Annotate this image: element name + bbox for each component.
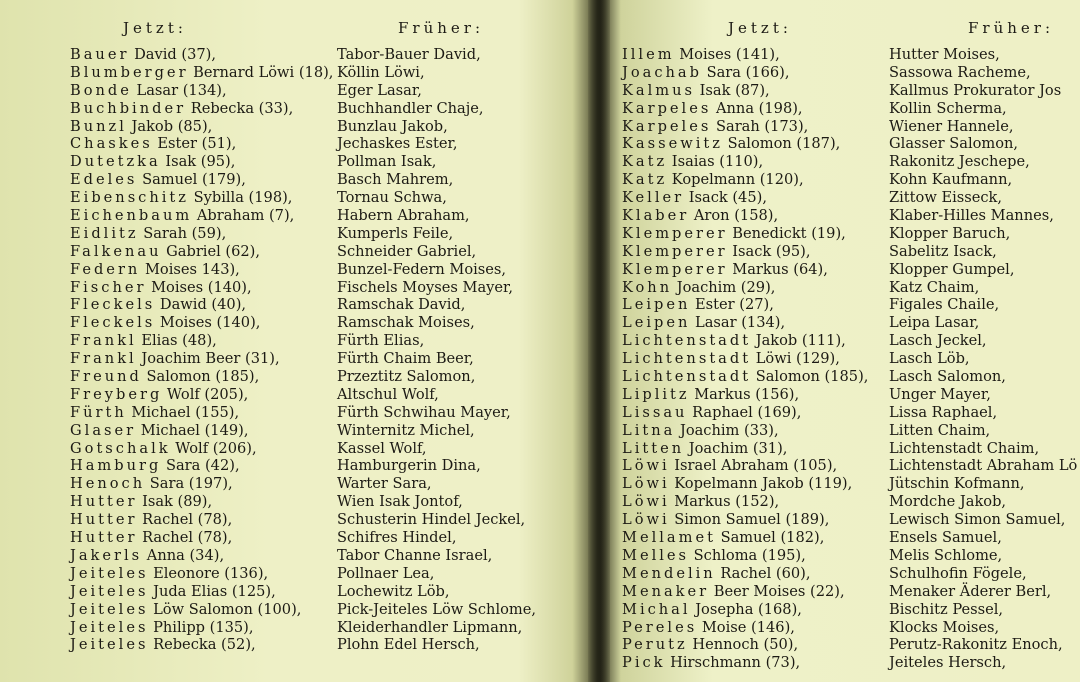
entry-current-name <box>70 475 333 493</box>
surname: Klemperer <box>622 224 728 242</box>
surname: Henoch <box>70 475 146 493</box>
given-name-number: Moises 143), <box>140 260 240 278</box>
surname: Frankl <box>70 350 137 368</box>
current-names-column <box>70 46 333 654</box>
entry-former-name: Basch Mahrem, <box>337 171 454 189</box>
given-name-number: Isak (89), <box>137 493 213 511</box>
entry-current-name <box>70 583 333 601</box>
given-name-number: Isak (95), <box>160 153 236 171</box>
entry-former-name: Ramschak Moises, <box>337 314 475 332</box>
entry-former-name: Litten Chaim, <box>889 421 991 439</box>
given-name-number: Simon Samuel (189), <box>669 511 830 529</box>
entry-current-name <box>70 314 333 332</box>
surname: Fischer <box>70 278 147 296</box>
entry-former-name: Lichtenstadt Abraham Lö <box>889 457 1078 475</box>
entry-former-name: Rakonitz Jeschepe, <box>889 153 1030 171</box>
entry-current-name <box>70 565 333 583</box>
surname: Leipen <box>622 314 691 332</box>
given-name-number: Juda Elias (125), <box>148 582 276 600</box>
surname: Bonde <box>70 81 132 99</box>
given-name-number: Michael (149), <box>136 421 249 439</box>
former-names-column <box>337 46 536 654</box>
given-name-number: Löw Salomon (100), <box>148 600 302 618</box>
entry-current-name <box>70 457 333 475</box>
entry-current-name <box>70 404 333 422</box>
surname: Hutter <box>70 511 138 529</box>
surname: Lichtenstadt <box>622 350 752 368</box>
surname: Klaber <box>622 207 690 225</box>
entry-current-name <box>622 529 868 547</box>
surname: Lichtenstadt <box>622 332 752 350</box>
entry-former-name: Ramschak David, <box>337 296 466 314</box>
given-name-number: Hirschmann (73), <box>665 654 801 672</box>
entry-former-name: Fürth Schwihau Mayer, <box>337 403 511 421</box>
entry-current-name <box>622 636 868 654</box>
given-name-number: Sara (197), <box>145 475 233 493</box>
entry-current-name <box>70 636 333 654</box>
surname: Kalmus <box>622 81 695 99</box>
surname: Blumberger <box>70 63 189 81</box>
entry-current-name <box>70 529 333 547</box>
entry-current-name <box>622 153 868 171</box>
surname: Klemperer <box>622 242 728 260</box>
surname: Frankl <box>70 332 137 350</box>
entry-former-name: Hamburgerin Dina, <box>337 457 481 475</box>
given-name-number: Beer Moises (22), <box>709 582 845 600</box>
surname: Edeles <box>70 171 138 189</box>
surname: Löwi <box>622 475 670 493</box>
entry-former-name: Pollman Isak, <box>337 153 437 171</box>
surname: Jeiteles <box>70 582 149 600</box>
entry-former-name: Perutz-Rakonitz Enoch, <box>889 636 1063 654</box>
entry-current-name <box>70 511 333 529</box>
entry-former-name: Fischels Moyses Mayer, <box>337 278 514 296</box>
entry-current-name <box>70 189 333 207</box>
surname: Jeiteles <box>70 600 149 618</box>
entry-former-name: Kumperls Feile, <box>337 224 454 242</box>
given-name-number: Sara (166), <box>701 63 790 81</box>
given-name-number: Salomon (185), <box>751 368 869 386</box>
entry-current-name <box>622 475 868 493</box>
entry-current-name <box>622 565 868 583</box>
given-name-number: Philipp (135), <box>148 618 254 636</box>
given-name-number: Anna (198), <box>711 99 803 117</box>
surname: Löwi <box>622 493 670 511</box>
entry-former-name: Melis Schlome, <box>889 546 1003 564</box>
surname: Federn <box>70 260 141 278</box>
book-gutter <box>588 0 610 682</box>
entry-current-name <box>70 118 333 136</box>
entry-former-name: Kollin Scherma, <box>889 99 1007 117</box>
surname: Leipen <box>622 296 691 314</box>
surname: Löwi <box>622 511 670 529</box>
entry-former-name: Katz Chaim, <box>889 278 980 296</box>
given-name-number: Isaias (110), <box>667 153 764 171</box>
given-name-number: Eleonore (136), <box>148 564 269 582</box>
given-name-number: Kopelmann (120), <box>667 171 804 189</box>
entry-current-name <box>70 422 333 440</box>
header-before: Früher: <box>968 19 1055 37</box>
given-name-number: Anna (34), <box>142 546 225 564</box>
given-name-number: Ester (27), <box>690 296 774 314</box>
entry-former-name: Unger Mayer, <box>889 385 991 403</box>
surname: Freyberg <box>70 385 163 403</box>
entry-current-name <box>70 243 333 261</box>
entry-current-name <box>622 82 868 100</box>
given-name-number: Kopelmann Jakob (119), <box>669 475 853 493</box>
surname: Illem <box>622 46 675 63</box>
surname: Keller <box>622 189 685 207</box>
surname: Melles <box>622 546 690 564</box>
entry-former-name: Köllin Löwi, <box>337 63 425 81</box>
entry-former-name: Schneider Gabriel, <box>337 242 477 260</box>
entry-current-name <box>622 171 868 189</box>
entry-former-name: Tabor-Bauer David, <box>337 46 481 63</box>
header-now: Jetzt: <box>728 19 792 37</box>
given-name-number: Moises (140), <box>146 278 252 296</box>
entry-current-name <box>70 225 333 243</box>
given-name-number: Rachel (78), <box>137 511 233 529</box>
entry-former-name: Lichtenstadt Chaim, <box>889 439 1040 457</box>
entry-current-name <box>622 64 868 82</box>
surname: Mendelin <box>622 564 716 582</box>
given-name-number: Isack (95), <box>727 242 811 260</box>
entry-current-name <box>622 332 868 350</box>
entry-former-name: Wiener Hannele, <box>889 117 1014 135</box>
entry-current-name <box>622 279 868 297</box>
entry-current-name <box>70 46 333 64</box>
given-name-number: Samuel (182), <box>715 529 825 547</box>
entry-former-name: Warter Sara, <box>337 475 432 493</box>
entry-current-name <box>70 386 333 404</box>
entry-former-name: Przeztitz Salomon, <box>337 368 476 386</box>
given-name-number: Schloma (195), <box>689 546 806 564</box>
entry-current-name <box>622 583 868 601</box>
surname: Hutter <box>70 493 138 511</box>
entry-former-name: Fürth Chaim Beer, <box>337 350 474 368</box>
surname: Eidlitz <box>70 224 139 242</box>
given-name-number: Lasar (134), <box>131 81 227 99</box>
entry-current-name <box>622 207 868 225</box>
given-name-number: Markus (156), <box>689 385 800 403</box>
given-name-number: Benedickt (19), <box>727 224 846 242</box>
entry-current-name <box>70 171 333 189</box>
entry-current-name <box>622 243 868 261</box>
entry-former-name: Plohn Edel Hersch, <box>337 636 480 654</box>
header-before: Früher: <box>398 19 485 37</box>
entry-current-name <box>622 118 868 136</box>
entry-current-name <box>622 422 868 440</box>
given-name-number: Ester (51), <box>152 135 237 153</box>
entry-current-name <box>70 64 333 82</box>
surname: Fürth <box>70 403 127 421</box>
given-name-number: David (37), <box>129 46 216 63</box>
surname: Glaser <box>70 421 137 439</box>
entry-former-name: Sassowa Racheme, <box>889 63 1031 81</box>
given-name-number: Abraham (7), <box>192 207 295 225</box>
entry-current-name <box>622 225 868 243</box>
entry-former-name: Bischitz Pessel, <box>889 600 1004 618</box>
surname: Eibenschitz <box>70 189 189 207</box>
entry-current-name <box>622 547 868 565</box>
surname: Lichtenstadt <box>622 368 752 386</box>
surname: Jakerls <box>70 546 143 564</box>
entry-former-name: Pick-Jeiteles Löw Schlome, <box>337 600 537 618</box>
entry-current-name <box>70 350 333 368</box>
entry-former-name: Zittow Eisseck, <box>889 189 1003 207</box>
entry-former-name: Hutter Moises, <box>889 46 1000 63</box>
entry-former-name: Winternitz Michel, <box>337 421 475 439</box>
entry-current-name <box>70 368 333 386</box>
header-now: Jetzt: <box>123 19 187 37</box>
entry-current-name <box>622 189 868 207</box>
entry-current-name <box>622 296 868 314</box>
surname: Eichenbaum <box>70 207 193 225</box>
entry-former-name: Kohn Kaufmann, <box>889 171 1013 189</box>
surname: Bauer <box>70 46 130 63</box>
entry-former-name: Lewisch Simon Samuel, <box>889 511 1066 529</box>
entry-former-name: Klaber-Hilles Mannes, <box>889 207 1054 225</box>
entry-current-name <box>70 82 333 100</box>
given-name-number: Bernard Löwi (18), <box>188 63 334 81</box>
current-names-column <box>622 46 868 672</box>
given-name-number: Elias (48), <box>136 332 217 350</box>
given-name-number: Wolf (205), <box>162 385 249 403</box>
given-name-number: Lasar (134), <box>690 314 786 332</box>
given-name-number: Sara (42), <box>161 457 240 475</box>
given-name-number: Markus (152), <box>669 493 780 511</box>
entry-current-name <box>70 261 333 279</box>
given-name-number: Joachim (29), <box>672 278 776 296</box>
entry-former-name: Sabelitz Isack, <box>889 242 997 260</box>
entry-former-name: Eger Lasar, <box>337 81 422 99</box>
given-name-number: Wolf (206), <box>170 439 257 457</box>
entry-former-name: Pollnaer Lea, <box>337 564 435 582</box>
entry-former-name: Figales Chaile, <box>889 296 1000 314</box>
surname: Kohn <box>622 278 673 296</box>
surname: Jeiteles <box>70 564 149 582</box>
entry-former-name: Glasser Salomon, <box>889 135 1019 153</box>
entry-former-name: Lissa Raphael, <box>889 403 998 421</box>
surname: Löwi <box>622 457 670 475</box>
entry-former-name: Schusterin Hindel Jeckel, <box>337 511 526 529</box>
entry-current-name <box>622 350 868 368</box>
given-name-number: Hennoch (50), <box>687 636 799 654</box>
given-name-number: Moise (146), <box>697 618 795 636</box>
given-name-number: Raphael (169), <box>687 403 802 421</box>
given-name-number: Markus (64), <box>727 260 828 278</box>
surname: Jeiteles <box>70 618 149 636</box>
entry-current-name <box>622 261 868 279</box>
surname: Jeiteles <box>70 636 149 654</box>
entry-current-name <box>70 135 333 153</box>
entry-current-name <box>70 207 333 225</box>
given-name-number: Salomon (187), <box>722 135 841 153</box>
entry-current-name <box>622 601 868 619</box>
entry-current-name <box>622 440 868 458</box>
right-page <box>608 0 1080 682</box>
surname: Lissau <box>622 403 688 421</box>
entry-former-name: Klopper Gumpel, <box>889 260 1015 278</box>
surname: Michal <box>622 600 691 618</box>
entry-former-name: Jechaskes Ester, <box>337 135 458 153</box>
surname: Katz <box>622 153 668 171</box>
surname: Klemperer <box>622 260 728 278</box>
entry-former-name: Altschul Wolf, <box>337 385 439 403</box>
surname: Freund <box>70 368 142 386</box>
surname: Litna <box>622 421 676 439</box>
given-name-number: Rebecka (52), <box>148 636 256 654</box>
entry-former-name: Mordche Jakob, <box>889 493 1007 511</box>
entry-former-name: Leipa Lasar, <box>889 314 980 332</box>
entry-former-name: Wien Isak Jontof, <box>337 493 463 511</box>
given-name-number: Sarah (59), <box>138 224 227 242</box>
given-name-number: Rachel (78), <box>137 529 233 547</box>
entry-current-name <box>70 332 333 350</box>
entry-current-name <box>70 100 333 118</box>
entry-current-name <box>70 153 333 171</box>
surname: Katz <box>622 171 668 189</box>
given-name-number: Joachim Beer (31), <box>136 350 280 368</box>
surname: Karpeles <box>622 99 712 117</box>
entry-former-name: Schulhofin Fögele, <box>889 564 1027 582</box>
entry-former-name: Habern Abraham, <box>337 207 470 225</box>
surname: Buchbinder <box>70 99 187 117</box>
entry-former-name: Kleiderhandler Lipmann, <box>337 618 523 636</box>
entry-former-name: Lochewitz Löb, <box>337 582 450 600</box>
given-name-number: Sarah (173), <box>711 117 809 135</box>
surname: Liplitz <box>622 385 690 403</box>
given-name-number: Isack (45), <box>684 189 767 207</box>
entry-current-name <box>622 457 868 475</box>
entry-former-name: Lasch Salomon, <box>889 368 1006 386</box>
surname: Dutetzka <box>70 153 161 171</box>
entry-former-name: Lasch Löb, <box>889 350 970 368</box>
entry-current-name <box>622 386 868 404</box>
surname: Bunzl <box>70 117 127 135</box>
surname: Pereles <box>622 618 698 636</box>
entry-former-name: Fürth Elias, <box>337 332 425 350</box>
given-name-number: Israel Abraham (105), <box>669 457 838 475</box>
entry-current-name <box>622 314 868 332</box>
surname: Perutz <box>622 636 688 654</box>
given-name-number: Rebecka (33), <box>186 99 294 117</box>
surname: Chaskes <box>70 135 153 153</box>
surname: Gotschalk <box>70 439 171 457</box>
entry-current-name <box>622 46 868 64</box>
entry-former-name: Tabor Channe Israel, <box>337 546 493 564</box>
given-name-number: Löwi (129), <box>751 350 840 368</box>
given-name-number: Salomon (185), <box>141 368 260 386</box>
entry-former-name: Klocks Moises, <box>889 618 1000 636</box>
entry-current-name <box>70 279 333 297</box>
given-name-number: Rachel (60), <box>715 564 811 582</box>
entry-current-name <box>70 547 333 565</box>
given-name-number: Aron (158), <box>689 207 779 225</box>
entry-current-name <box>70 493 333 511</box>
entry-former-name: Klopper Baruch, <box>889 224 1011 242</box>
given-name-number: Moises (140), <box>155 314 261 332</box>
entry-former-name: Schifres Hindel, <box>337 529 457 547</box>
entry-former-name: Kallmus Prokurator Jos <box>889 81 1062 99</box>
surname: Falkenau <box>70 242 162 260</box>
given-name-number: Michael (155), <box>126 403 240 421</box>
surname: Fleckels <box>70 296 156 314</box>
entry-current-name <box>622 654 868 672</box>
entry-former-name: Jeiteles Hersch, <box>889 654 1007 672</box>
entry-former-name: Lasch Jeckel, <box>889 332 987 350</box>
entry-current-name <box>622 100 868 118</box>
entry-former-name: Menaker Äderer Berl, <box>889 582 1052 600</box>
entry-current-name <box>622 404 868 422</box>
entry-former-name: Jütschin Kofmann, <box>889 475 1025 493</box>
entry-former-name: Kassel Wolf, <box>337 439 427 457</box>
entry-current-name <box>70 619 333 637</box>
given-name-number: Josepha (168), <box>690 600 802 618</box>
given-name-number: Moises (141), <box>674 46 780 63</box>
given-name-number: Isak (87), <box>695 81 770 99</box>
entry-current-name <box>622 511 868 529</box>
surname: Joachab <box>622 63 702 81</box>
surname: Hamburg <box>70 457 162 475</box>
surname: Pick <box>622 654 666 672</box>
given-name-number: Samuel (179), <box>137 171 246 189</box>
entry-former-name: Ensels Samuel, <box>889 529 1002 547</box>
given-name-number: Joachim (33), <box>675 421 779 439</box>
given-name-number: Jakob (111), <box>751 332 846 350</box>
given-name-number: Joachim (31), <box>684 439 788 457</box>
entry-current-name <box>622 619 868 637</box>
entry-former-name: Bunzel-Federn Moises, <box>337 260 507 278</box>
given-name-number: Dawid (40), <box>155 296 247 314</box>
entry-former-name: Bunzlau Jakob, <box>337 117 448 135</box>
surname: Litten <box>622 439 685 457</box>
surname: Mellamet <box>622 529 716 547</box>
surname: Fleckels <box>70 314 156 332</box>
surname: Hutter <box>70 529 138 547</box>
entry-former-name: Tornau Schwa, <box>337 189 447 207</box>
entry-current-name <box>622 368 868 386</box>
given-name-number: Jakob (85), <box>126 117 213 135</box>
entry-former-name: Buchhandler Chaje, <box>337 99 484 117</box>
former-names-column <box>889 46 1077 672</box>
given-name-number: Sybilla (198), <box>188 189 293 207</box>
given-name-number: Gabriel (62), <box>161 242 261 260</box>
entry-current-name <box>70 601 333 619</box>
surname: Menaker <box>622 582 710 600</box>
entry-current-name <box>622 493 868 511</box>
surname: Kassewitz <box>622 135 723 153</box>
surname: Karpeles <box>622 117 712 135</box>
entry-current-name <box>70 296 333 314</box>
entry-current-name <box>70 440 333 458</box>
entry-current-name <box>622 135 868 153</box>
